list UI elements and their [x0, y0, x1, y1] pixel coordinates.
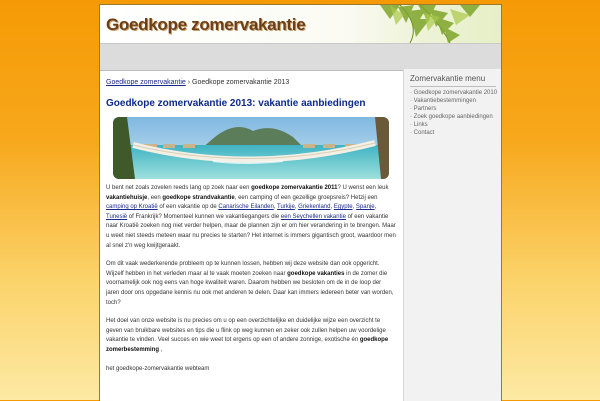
link-turkije[interactable]: Turkije	[277, 204, 295, 211]
paragraph-problem: Om dit vaak wederkerende probleem op te kunnen lossen, hebben wij deze website dan ook opgericht. Wijzelf hebben in het verleden maar al te vaak moeten zoeken naar goedkope vakanties in de zomer die voornamelijk ook nog eens van hoge kwaliteit waren. Daarom hebben we besloten om de in de loop der jaren door ons opgedane kennis nu ook met anderen te delen. Daar kan immers iedereen beter van worden, toch?	[106, 261, 394, 306]
link-canarische-eilanden[interactable]: Canarische Eilanden	[218, 204, 274, 211]
tropical-hammock-image	[113, 117, 389, 179]
sidebar-item-zoek-aanbiedingen[interactable]: · Zoek goedkope aanbiedingen	[410, 113, 493, 120]
link-spanje[interactable]: Spanje	[355, 204, 375, 211]
site-header	[100, 5, 501, 43]
sidebar	[403, 69, 502, 401]
paragraph-goal: Het doel van onze website is nu precies om u op een overzichtelijke en duidelijke wijze een overzicht te geven van bruikbare websites en tips die u flink op weg kunnen en zeker ook zullen helpen uw voordelige vakantie te vinden. Veel succes en wie weet tot ergens op een of andere zonnige, exotische én goedkope zomerbestemming ,	[106, 318, 389, 353]
palm-leaves-image	[370, 5, 501, 43]
link-egypte[interactable]: Egypte	[333, 204, 353, 211]
sidebar-item-contact[interactable]: · Contact	[410, 129, 435, 136]
page-title: Goedkope zomervakantie 2013: vakantie aanbiedingen	[106, 98, 366, 109]
sidebar-item-vakantiebestemmingen[interactable]: · Vakantiebestemmingen	[410, 97, 476, 104]
sidebar-title: Zomervakantie menu	[410, 74, 496, 87]
breadcrumb-separator: ›	[187, 79, 191, 86]
link-griekenland[interactable]: Griekenland	[298, 204, 331, 211]
sidebar-item-partners[interactable]: · Partners	[410, 105, 437, 112]
link-seychellen[interactable]: een Seychellen vakantie	[280, 213, 346, 220]
link-tunesie[interactable]: Tunesië	[106, 213, 128, 220]
sidebar-item-links[interactable]: · Links	[410, 121, 428, 128]
article-body	[106, 184, 396, 374]
page-container	[99, 4, 502, 401]
sidebar-menu	[410, 90, 497, 137]
link-camping-kroatie[interactable]: camping op Kroatië	[106, 204, 158, 211]
paragraph-intro: U bent net zoals zovelen reeds lang op zoek naar een goedkope zomervakantie 2011? U wenst een leuk vakantiehuisje, een goedkope strandvakantie, een camping of een gezellige groepsreis? Hetzij een camping op Kroatië of een vakantie op de Canarische Eilanden, Turkije, Griekenland, Egypte, Spanje, Tunesië of Frankrijk? Momenteel kunnen we vakantiegangers die een Seychellen vakantie of een vakantie naar Kroatië zoeken nog niet verder helpen, maar de plannen zijn er om hier verandering in te brengen. Maar u weet niet steeds meteen waar nu precies te starten? Het internet is immers gigantisch groot, waardoor men al snel z'n weg kwijtgeraakt.	[106, 185, 396, 249]
signature: het goedkope-zomervakantie webteam	[106, 365, 210, 372]
breadcrumb-home-link[interactable]: Goedkope zomervakantie	[106, 79, 186, 86]
main-content	[106, 79, 396, 383]
site-logo[interactable]: Goedkope zomervakantie	[106, 15, 306, 34]
sidebar-item-zomervakantie-2010[interactable]: · Goedkope zomervakantie 2010	[410, 90, 498, 96]
breadcrumb-current: Goedkope zomervakantie 2013	[192, 79, 290, 86]
breadcrumb	[106, 79, 396, 86]
nav-bar	[100, 43, 501, 71]
